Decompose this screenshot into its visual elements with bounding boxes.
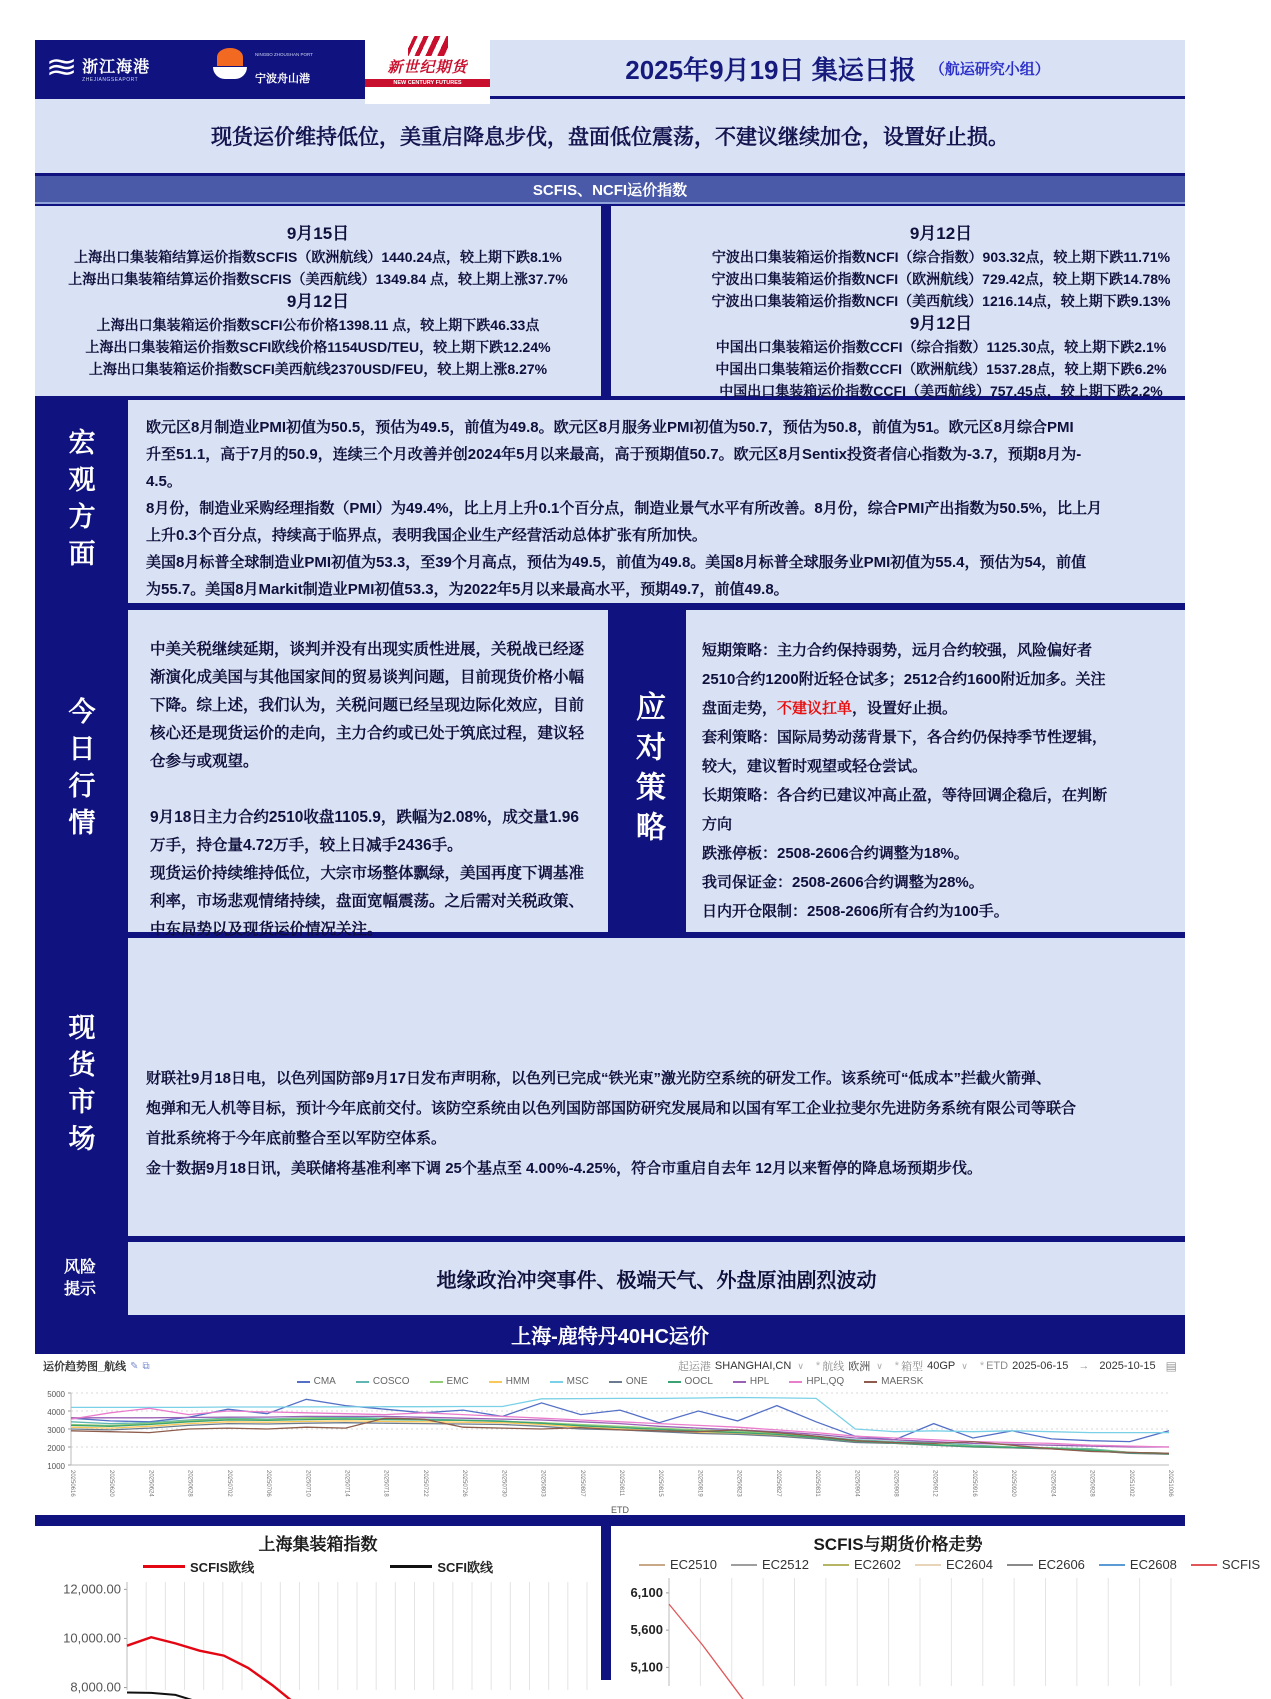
spot-content <box>128 938 1185 1236</box>
svg-text:20250815: 20250815 <box>657 1470 664 1497</box>
svg-text:4000: 4000 <box>47 1408 65 1417</box>
macro-line: 8月份，制造业采购经理指数（PMI）为49.4%，比上月上升0.1个百分点，制造业景气水平有所改善。8月份，综合PMI产出指数为50.5%，比上月 <box>146 500 1102 517</box>
legend-item[interactable]: SCFI欧线 <box>390 1557 493 1576</box>
sidebar-strategy-label: 应对策略 <box>631 691 664 851</box>
svg-text:20250803: 20250803 <box>539 1470 546 1497</box>
macro-line: 欧元区8月制造业PMI初值为50.5，预估为49.5，前值为49.8。欧元区8月服务业PMI初值为50.7，预估为50.8，前值为51。欧元区8月综合PMI <box>146 419 1074 436</box>
legend-item[interactable]: MSC <box>550 1376 589 1387</box>
svg-text:20250702: 20250702 <box>225 1470 232 1497</box>
svg-text:20250912: 20250912 <box>931 1470 938 1497</box>
svg-text:20250831: 20250831 <box>814 1470 821 1497</box>
svg-text:20250726: 20250726 <box>461 1470 468 1497</box>
svg-text:20250928: 20250928 <box>1088 1470 1095 1497</box>
svg-text:20251002: 20251002 <box>1127 1470 1134 1497</box>
svg-text:12,000.00: 12,000.00 <box>63 1581 121 1597</box>
svg-text:5000: 5000 <box>47 1390 65 1399</box>
box-label: 箱型 <box>901 1361 924 1373</box>
legend-item[interactable]: EC2606 <box>1007 1557 1085 1572</box>
legend-item[interactable]: EC2604 <box>915 1557 993 1572</box>
svg-text:10,000.00: 10,000.00 <box>63 1630 121 1646</box>
ncfi-panel <box>611 206 1185 399</box>
legend-item[interactable]: EC2510 <box>639 1557 717 1572</box>
svg-text:3000: 3000 <box>47 1426 65 1435</box>
freight-panel-title: 运价趋势图_航线 <box>43 1361 127 1373</box>
index-line: 中国出口集装箱运价指数CCFI（综合指数）1125.30点，较上期下跌2.1% <box>715 339 1167 355</box>
svg-text:20250908: 20250908 <box>892 1470 899 1497</box>
route-select[interactable]: 欧洲 <box>848 1361 871 1373</box>
scfis-futures-chart-panel <box>611 1526 1261 1680</box>
legend-item[interactable]: HPL,QQ <box>789 1376 844 1387</box>
scfis-futures-chart <box>611 1572 1185 1695</box>
svg-text:20250904: 20250904 <box>853 1470 860 1497</box>
risk-content <box>128 1242 1185 1315</box>
legend-item[interactable]: EMC <box>430 1376 469 1387</box>
divider <box>35 1515 1185 1526</box>
page-title: 2025年9月19日 集运日报 <box>625 54 916 85</box>
strategy-line <box>702 694 1185 723</box>
legend-item[interactable]: OOCL <box>668 1376 713 1387</box>
strategy-line: 长期策略：各合约已建议冲高止盈，等待回调企稳后，在判断 <box>702 787 1108 804</box>
svg-text:6,100: 6,100 <box>630 1584 663 1600</box>
etd-label: ETD <box>986 1360 1009 1372</box>
box-select[interactable]: 40GP <box>927 1360 956 1372</box>
today-paragraph: 中美关税继续延期，谈判并没有出现实质性进展，关税战已经逐渐演化成美国与其他国家间的贸易谈判问题，目前现货价格小幅下降。综上述，我们认为，关税问题已经呈现边际化效应，目前核心还是现货运价的走向，主力合约或已处于筑底过程，建议轻仓参与或观望。 <box>150 641 585 770</box>
strategy-line: 套利策略：国际局势动荡背景下，各合约仍保持季节性逻辑， <box>702 729 1108 746</box>
arrow-right-icon: → <box>1078 1360 1090 1372</box>
macro-line: 为55.7。美国8月Markit制造业PMI初值53.3，为2022年5月以来最高水平，预期49.7，前值49.8。 <box>146 581 789 598</box>
legend-item[interactable]: HMM <box>489 1376 530 1387</box>
summary-banner <box>35 99 1185 173</box>
strategy-line: 日内开仓限制：2508-2606所有合约为100手。 <box>702 903 1009 920</box>
index-section-title: SCFIS、NCFI运价指数 <box>532 181 688 199</box>
index-line: 上海出口集装箱结算运价指数SCFIS（美西航线）1349.84 点，较上期上涨37.7% <box>68 271 568 287</box>
scfis-panel <box>35 206 601 396</box>
copy-icon[interactable]: ⧉ <box>142 1360 150 1372</box>
index-line: 上海出口集装箱运价指数SCFI欧线价格1154USD/TEU，较上期下跌12.24% <box>85 339 551 355</box>
index-line: 中国出口集装箱运价指数CCFI（美西航线）757.45点，较上期下跌2.2% <box>719 383 1163 399</box>
sidebar-risk <box>35 1242 125 1315</box>
svg-text:20250920: 20250920 <box>1010 1470 1017 1497</box>
strategy-text: ，设置好止损。 <box>852 700 958 717</box>
legend-item[interactable]: EC2602 <box>823 1557 901 1572</box>
sidebar-strategy <box>611 610 683 932</box>
strategy-line: 短期策略：主力合约保持弱势，远月合约较强，风险偏好者 <box>702 642 1093 659</box>
route-label: 航线 <box>822 1361 845 1373</box>
sidebar-macro-label: 宏观方面 <box>64 427 95 576</box>
spot-line: 金十数据9月18日讯，美联储将基准利率下调 25个基点至 4.00%-4.25%，符合市重启自去年 12月以来暂停的降息场预期步伐。 <box>146 1160 982 1177</box>
summary-text: 现货运价维持低位，美重启降息步伐，盘面低位震荡，不建议继续加仓，设置好止损。 <box>211 126 1009 149</box>
edit-icon[interactable]: ✎ <box>130 1360 139 1372</box>
svg-text:20250730: 20250730 <box>500 1470 507 1497</box>
spot-line: 炮弹和无人机等目标，预计今年底前交付。该防空系统由以色列国防部国防研究发展局和以国有军工企业拉斐尔先进防务系统有限公司等联合 <box>146 1100 1077 1117</box>
scfis-futures-legend <box>639 1557 1261 1572</box>
index-line: 宁波出口集装箱运价指数NCFI（欧洲航线）729.42点，较上期下跌14.78% <box>711 271 1171 287</box>
svg-text:20251006: 20251006 <box>1167 1470 1173 1497</box>
new-century-futures-logo <box>365 34 490 104</box>
chart-svg <box>35 1576 595 1694</box>
legend-item[interactable]: SCFIS欧线 <box>143 1557 254 1576</box>
legend-item[interactable]: MAERSK <box>864 1376 923 1387</box>
legend-item[interactable]: SCFIS <box>1191 1557 1260 1572</box>
sidebar-risk-label: 提示 <box>63 1280 96 1298</box>
legend-item[interactable]: EC2512 <box>731 1557 809 1572</box>
today-paragraph: 现货运价持续维持低位，大宗市场整体飘绿，美国再度下调基准利率，市场悲观情绪持续，盘面宽幅震荡。之后需对关税政策、中东局势以及现货运价情况关注。 <box>150 865 585 938</box>
spot-line: 财联社9月18日电，以色列国防部9月17日发布声明称，以色列已完成“铁光束”激光防空系统的研发工作。该系统可“低成本”拦截火箭弹、 <box>146 1070 1052 1087</box>
svg-text:20250714: 20250714 <box>343 1470 350 1497</box>
freight-section-title: 上海-鹿特丹40HC运价 <box>511 1326 709 1348</box>
index-line: 上海出口集装箱运价指数SCFI公布价格1398.11 点，较上期下跌46.33点 <box>96 317 540 333</box>
svg-text:20250823: 20250823 <box>735 1470 742 1497</box>
macro-line: 上升0.3个百分点，持续高于临界点，表明我国企业生产经营活动总体扩张有所加快。 <box>146 527 707 544</box>
freight-section-bar <box>35 1317 1185 1352</box>
shanghai-index-chart <box>35 1576 601 1699</box>
origin-select[interactable]: SHANGHAI,CN <box>714 1360 792 1372</box>
sidebar-spot-label: 现货市场 <box>64 1013 95 1161</box>
legend-item[interactable]: EC2608 <box>1099 1557 1177 1572</box>
required-star: * <box>815 1360 821 1372</box>
macro-line: 4.5。 <box>146 473 182 490</box>
waves-icon: ≋ <box>45 51 78 84</box>
chart-svg <box>611 1572 1177 1690</box>
strategy-line: 2510合约1200附近轻仓试多；2512合约1600附近加多。关注 <box>702 671 1106 688</box>
legend-item[interactable]: CMA <box>297 1376 336 1387</box>
sidebar-today-label: 今日行情 <box>64 697 95 845</box>
sidebar-spot <box>35 938 125 1236</box>
svg-text:20250718: 20250718 <box>382 1470 389 1497</box>
sidebar-risk-label: 风险 <box>63 1258 96 1276</box>
spot-line: 首批系统将于今年底前整合至以军防空体系。 <box>146 1130 447 1147</box>
svg-text:20250722: 20250722 <box>421 1470 428 1497</box>
index-date: 9月12日 <box>286 292 350 311</box>
svg-text:20250827: 20250827 <box>774 1470 781 1497</box>
legend-item[interactable]: COSCO <box>356 1376 410 1387</box>
svg-text:1000: 1000 <box>47 1462 65 1471</box>
logo-text: 浙江海港 <box>82 58 151 76</box>
legend-item[interactable]: HPL <box>733 1376 769 1387</box>
fan-icon <box>408 36 448 56</box>
logo-text: 宁波舟山港 <box>255 73 310 85</box>
svg-text:20250710: 20250710 <box>304 1470 311 1497</box>
svg-text:2000: 2000 <box>47 1444 65 1453</box>
header-title-area <box>490 40 1185 96</box>
macro-line: 美国8月标普全球制造业PMI初值为53.3，至39个月高点，预估为49.5，前值为49.8。美国8月标普全球服务业PMI初值为55.4，预估为54，前值 <box>146 554 1087 571</box>
strategy-line: 方向 <box>702 816 733 833</box>
index-date: 9月12日 <box>909 314 973 333</box>
chart-title: SCFIS与期货价格走势 <box>813 1535 983 1554</box>
logo-text-en: ZHEJIANGSEAPORT <box>82 76 139 83</box>
chart-title: 上海集装箱指数 <box>258 1535 378 1554</box>
sail-icon <box>217 48 243 66</box>
svg-text:20250706: 20250706 <box>265 1470 272 1497</box>
strategy-line: 较大，建议暂时观望或轻仓尝试。 <box>702 758 928 775</box>
svg-text:20250616: 20250616 <box>69 1470 75 1497</box>
today-paragraph: 9月18日主力合约2510收盘1105.9，跌幅为2.08%，成交量1.96万手，持仓量4.72万手，较上日减手2436手。 <box>150 809 580 854</box>
calendar-icon[interactable]: ▤ <box>1165 1359 1177 1373</box>
svg-text:5,100: 5,100 <box>630 1659 663 1675</box>
sidebar-macro <box>35 400 125 603</box>
svg-text:20250916: 20250916 <box>970 1470 977 1497</box>
logo-text-en: NINGBO ZHOUSHAN PORT <box>255 52 313 57</box>
index-date: 9月12日 <box>909 224 973 243</box>
svg-text:20250628: 20250628 <box>186 1470 193 1497</box>
report-frame <box>35 40 1261 1695</box>
macro-line: 升至51.1，高于7月的50.9，连续三个月改善并创2024年5月以来最高，高于预期值50.7。欧元区8月Sentix投资者信心指数为-3.7，预期8月为- <box>146 446 1082 463</box>
spacer <box>150 776 594 804</box>
hull-icon <box>213 67 247 79</box>
svg-text:5,600: 5,600 <box>630 1622 663 1638</box>
strategy-line: 我司保证金：2508-2606合约调整为28%。 <box>702 874 984 891</box>
svg-text:20250620: 20250620 <box>108 1470 115 1497</box>
logo-text-en: NEW CENTURY FUTURES <box>365 79 490 87</box>
chevron-down-icon[interactable]: ∨ <box>797 1360 804 1371</box>
page-subtitle: （航运研究小组） <box>929 60 1050 78</box>
today-content <box>128 610 608 938</box>
svg-text:20250819: 20250819 <box>696 1470 703 1497</box>
logo-text: 新世纪期货 <box>387 59 468 76</box>
chart-svg <box>35 1387 1177 1515</box>
strategy-line: 跌涨停板：2508-2606合约调整为18%。 <box>702 845 969 862</box>
freight-trend-chart <box>35 1387 1185 1520</box>
svg-text:20250807: 20250807 <box>578 1470 585 1497</box>
origin-label: 起运港 <box>677 1361 711 1373</box>
freight-chart-legend <box>35 1376 1185 1387</box>
shanghai-index-legend <box>75 1557 561 1576</box>
required-star: * <box>894 1360 900 1372</box>
index-line: 中国出口集装箱运价指数CCFI（欧洲航线）1537.28点，较上期下跌6.2% <box>715 361 1167 377</box>
index-line: 宁波出口集装箱运价指数NCFI（美西航线）1216.14点，较上期下跌9.13% <box>711 293 1171 309</box>
macro-content <box>128 400 1185 603</box>
shanghai-index-chart-panel <box>35 1526 601 1695</box>
svg-text:20250924: 20250924 <box>1049 1470 1056 1497</box>
index-line: 上海出口集装箱运价指数SCFI美西航线2370USD/FEU，较上期上涨8.27% <box>88 361 548 377</box>
index-date: 9月15日 <box>286 224 350 243</box>
strategy-warning: 不建议扛单 <box>777 700 853 717</box>
strategy-text: 盘面走势， <box>702 700 778 717</box>
risk-text: 地缘政治冲突事件、极端天气、外盘原油剧烈波动 <box>436 1270 877 1292</box>
zhejiang-seaport-logo <box>35 53 199 83</box>
required-star: * <box>979 1360 985 1372</box>
svg-text:20250624: 20250624 <box>147 1470 154 1497</box>
index-section-bar <box>35 176 1185 204</box>
index-line: 宁波出口集装箱运价指数NCFI（综合指数）903.32点，较上期下跌11.71% <box>711 249 1171 265</box>
chevron-down-icon[interactable]: ∨ <box>876 1360 883 1371</box>
etd-from-input[interactable]: 2025-06-15 <box>1012 1360 1069 1372</box>
index-line: 上海出口集装箱结算运价指数SCFIS（欧洲航线）1440.24点，较上期下跌8.1% <box>74 249 562 265</box>
ningbo-zhoushan-port-logo <box>199 40 339 96</box>
svg-text:8,000.00: 8,000.00 <box>70 1679 121 1695</box>
svg-text:20250811: 20250811 <box>618 1470 624 1497</box>
strategy-content <box>686 610 1185 932</box>
etd-to-input[interactable]: 2025-10-15 <box>1099 1360 1156 1372</box>
freight-chart-panel <box>35 1354 1185 1515</box>
sidebar-today <box>35 610 125 932</box>
chevron-down-icon[interactable]: ∨ <box>961 1360 968 1371</box>
svg-text:ETD: ETD <box>611 1505 629 1515</box>
legend-item[interactable]: ONE <box>609 1376 648 1387</box>
